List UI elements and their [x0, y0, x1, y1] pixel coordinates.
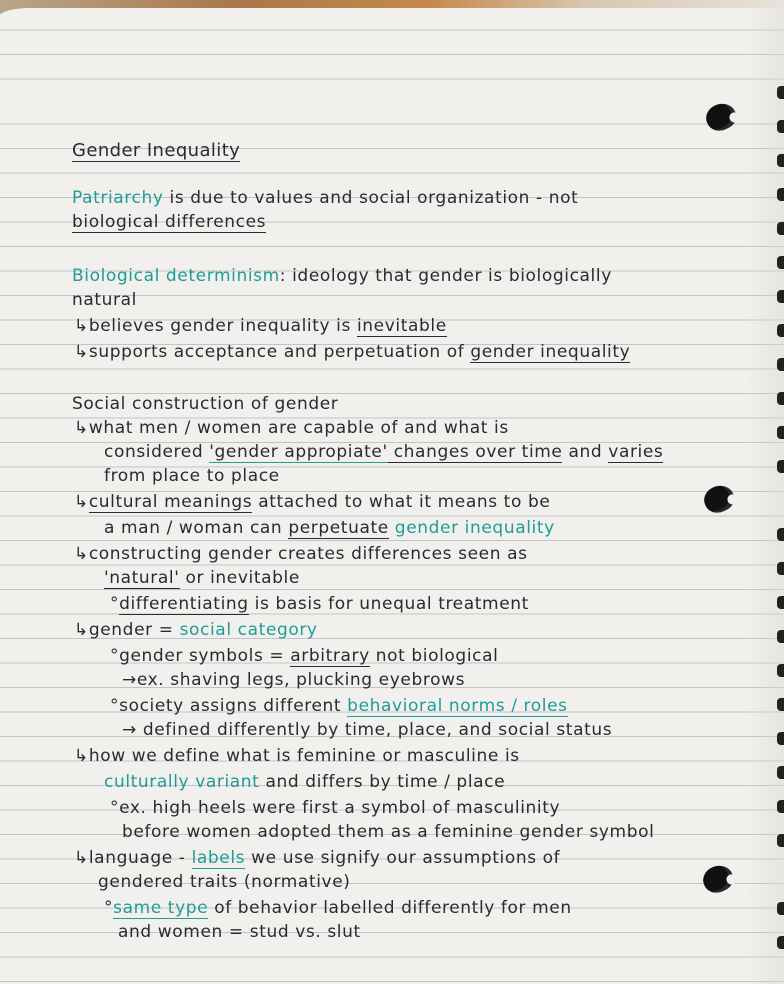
note-line [104, 442, 663, 462]
note-text: before women adopted them as a feminine gender symbol [122, 822, 655, 842]
arrow-icon: ↳ [74, 848, 89, 868]
note-text: same type [113, 898, 209, 918]
note-text: gender = [88, 620, 180, 640]
spiral-binding-icon [777, 800, 784, 813]
punch-hole-icon [700, 481, 738, 517]
note-line [104, 518, 555, 538]
note-line [110, 594, 529, 614]
note-text: 'gender appropiate' [209, 442, 388, 462]
note-text: → defined differently by time, place, and social status [122, 720, 613, 740]
note-line [72, 188, 578, 208]
note-text: or inevitable [179, 568, 300, 588]
punch-hole-icon [702, 99, 740, 135]
notebook-page [0, 8, 784, 984]
arrow-icon: ↳ [74, 746, 89, 766]
spiral-binding-icon [777, 120, 784, 133]
spiral-binding-icon [777, 562, 784, 575]
bullet-icon: ° [104, 898, 114, 918]
note-text: considered [104, 442, 210, 462]
spiral-binding-icon [777, 698, 784, 711]
note-text: and differs by time / place [259, 772, 506, 792]
section-heading: Social construction of gender [72, 394, 339, 414]
note-text: changes over time [387, 442, 563, 462]
spiral-binding-icon [777, 528, 784, 541]
note-line [98, 872, 350, 892]
note-text: →ex. shaving legs, plucking eyebrows [122, 670, 466, 690]
spiral-binding-icon [777, 154, 784, 167]
note-line [72, 212, 266, 232]
note-line [110, 696, 568, 716]
note-text: varies [608, 442, 664, 462]
note-line [74, 544, 528, 564]
note-text: is due to values and social organization - not [163, 188, 579, 208]
spiral-binding-icon [777, 834, 784, 847]
note-text: cultural meanings [88, 492, 253, 512]
note-text: biological differences [72, 212, 267, 232]
term-patriarchy: Patriarchy [72, 188, 164, 208]
note-text: gender symbols = [119, 646, 291, 666]
bullet-icon: ° [110, 696, 120, 716]
note-text: we use signify our assumptions of [245, 848, 561, 868]
note-text: how we define what is feminine or masculine is [88, 746, 520, 766]
note-text: is basis for unequal treatment [248, 594, 529, 614]
note-text: arbitrary [290, 646, 370, 666]
arrow-icon: ↳ [74, 544, 89, 564]
note-text: constructing gender creates differences seen as [88, 544, 528, 564]
note-text: behavioral norms / roles [347, 696, 568, 716]
note-line [122, 822, 654, 842]
note-line [74, 316, 447, 336]
note-text: of behavior labelled differently for men [208, 898, 572, 918]
spiral-binding-icon [777, 460, 784, 473]
note-text: perpetuate [288, 518, 389, 538]
note-line [74, 746, 520, 766]
note-line [74, 492, 550, 512]
note-line [74, 342, 630, 362]
spiral-binding-icon [777, 222, 784, 235]
note-line [74, 848, 560, 868]
note-text: believes gender inequality is [88, 316, 357, 336]
note-line [110, 646, 498, 666]
arrow-icon: ↳ [74, 620, 89, 640]
spiral-binding-icon [777, 290, 784, 303]
note-text: a man / woman can [104, 518, 289, 538]
note-line [118, 922, 361, 942]
note-text: natural [72, 290, 137, 310]
note-text: social category [179, 620, 318, 640]
note-text: gender inequality [470, 342, 631, 362]
note-text: gendered traits (normative) [98, 872, 351, 892]
note-line [122, 720, 612, 740]
spiral-binding-icon [777, 392, 784, 405]
note-text: and women = stud vs. slut [118, 922, 361, 942]
note-text: attached to what it means to be [252, 492, 551, 512]
note-line [122, 670, 465, 690]
arrow-icon: ↳ [74, 492, 89, 512]
note-text: from place to place [104, 466, 280, 486]
spiral-binding-icon [777, 324, 784, 337]
note-line [104, 466, 280, 486]
arrow-icon: ↳ [74, 342, 89, 362]
note-text: and [562, 442, 609, 462]
spiral-binding-icon [777, 86, 784, 99]
spiral-binding-icon [777, 256, 784, 269]
arrow-icon: ↳ [74, 316, 89, 336]
note-text: gender inequality [388, 518, 555, 538]
note-line [110, 798, 560, 818]
note-text: : ideology that gender is biologically [279, 266, 612, 286]
spiral-binding-icon [777, 358, 784, 371]
spiral-binding-icon [777, 902, 784, 915]
spiral-binding-icon [777, 936, 784, 949]
note-text: language - [88, 848, 192, 868]
note-text: society assigns different [119, 696, 348, 716]
spiral-binding-icon [777, 664, 784, 677]
title-text: Gender Inequality [72, 140, 241, 161]
note-line [74, 418, 509, 438]
bullet-icon: ° [110, 646, 120, 666]
note-text: ex. high heels were first a symbol of masculinity [119, 798, 561, 818]
punch-hole-icon [699, 861, 737, 897]
note-line [72, 394, 338, 414]
note-text: labels [191, 848, 246, 868]
note-text: not biological [369, 646, 499, 666]
note-line [104, 772, 505, 792]
note-line [104, 568, 300, 588]
term-biological-determinism: Biological determinism [72, 266, 280, 286]
note-text: inevitable [356, 316, 447, 336]
note-text: 'natural' [104, 568, 180, 588]
note-line [72, 290, 137, 310]
note-line [104, 898, 572, 918]
spiral-binding-icon [777, 732, 784, 745]
spiral-binding-icon [777, 596, 784, 609]
note-text: what men / women are capable of and what is [88, 418, 509, 438]
note-text: culturally variant [104, 772, 260, 792]
note-line [72, 266, 612, 286]
spiral-binding-icon [777, 766, 784, 779]
note-text: supports acceptance and perpetuation of [88, 342, 471, 362]
spiral-binding-icon [777, 630, 784, 643]
arrow-icon: ↳ [74, 418, 89, 438]
page-title [72, 140, 240, 161]
note-text: differentiating [119, 594, 249, 614]
spiral-binding-icon [777, 188, 784, 201]
note-line [74, 620, 318, 640]
bullet-icon: ° [110, 798, 120, 818]
spiral-binding-icon [777, 426, 784, 439]
bullet-icon: ° [110, 594, 120, 614]
